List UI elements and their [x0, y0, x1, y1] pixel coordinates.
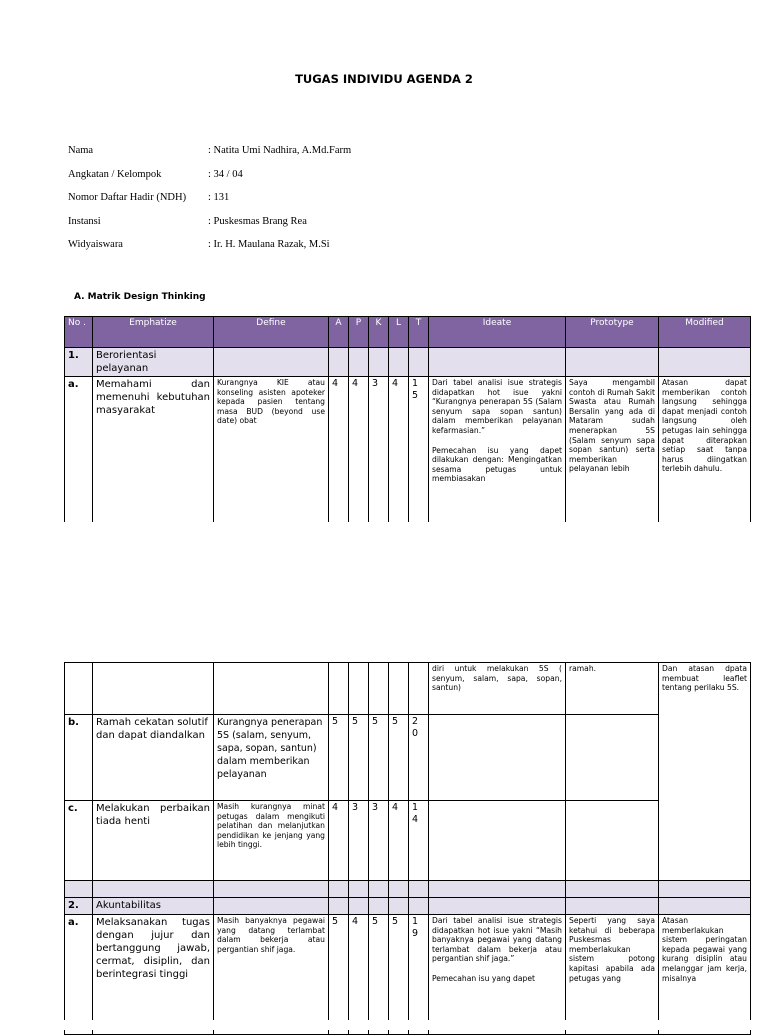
- define-cell: Masih banyaknya pegawai yang datang terlambat dalam bekerja atau pergantian shif jaga.: [214, 915, 329, 1035]
- emphatize-cell: Ramah cekatan solutif dan dapat diandalkan: [93, 715, 214, 801]
- score-k: 3: [369, 377, 389, 577]
- col-header-define: Define: [214, 317, 329, 348]
- section-number: 2.: [65, 898, 93, 915]
- info-row-ndh: [68, 192, 351, 216]
- score-l: 5: [389, 715, 409, 801]
- score-p: 5: [349, 715, 369, 801]
- prototype-cell: Saya mengambil contoh di Rumah Sakit Swasta atau Rumah Bersalin yang ada di Mataram sudah menerapkan 5S (Salam senyum sapa sopan santun) serta memberikan pelayanan lebih: [566, 377, 659, 577]
- spacer-row: [65, 881, 751, 898]
- section-title: Berorientasi pelayanan: [93, 348, 214, 377]
- score-a: 5: [329, 715, 349, 801]
- score-p: 4: [349, 915, 369, 1035]
- info-label: Angkatan / Kelompok: [68, 168, 162, 180]
- ideate-text: Pemecahan isu yang dapet: [432, 973, 536, 983]
- score-t: 1 4: [409, 801, 429, 881]
- col-header-t: T: [409, 317, 429, 348]
- prototype-cell: ramah.: [566, 663, 659, 715]
- score-a: 4: [329, 377, 349, 577]
- info-value: : Natita Umi Nadhira, A.Md.Farm: [208, 145, 352, 156]
- section-row: [65, 898, 751, 915]
- define-cell: Kurangnya penerapan 5S (salam, senyum, sapa, sopan, santun) dalam memberikan pelayanan: [214, 715, 329, 801]
- col-header-a: A: [329, 317, 349, 348]
- section-number: 1.: [65, 348, 93, 377]
- emphatize-cell: Melaksanakan tugas dengan jujur dan bertanggung jawab, cermat, disiplin, dan berintegrasi tinggi: [93, 915, 214, 1035]
- design-thinking-table-page2: [64, 662, 751, 1035]
- page-break: [0, 522, 768, 664]
- page-title: TUGAS INDIVIDU AGENDA 2: [295, 72, 473, 86]
- col-header-modified: Modified: [659, 317, 751, 348]
- score-a: 4: [329, 801, 349, 881]
- section-row: [65, 348, 751, 377]
- info-row-widyaiswara: [68, 239, 351, 263]
- info-label: Nomor Daftar Hadir (NDH): [68, 192, 187, 203]
- info-label: Instansi: [68, 215, 101, 227]
- ideate-text: Pemecahan isu yang dapet dilakukan dengan: Mengingatkan sesama petugas untuk membiasakan: [432, 445, 562, 484]
- page-bottom-edge: [0, 1020, 768, 1030]
- info-row-angkatan: [68, 169, 351, 193]
- info-value: : 34 / 04: [208, 168, 243, 180]
- prototype-cell: Seperti yang saya ketahui di beberapa Puskesmas memberlakukan sistem potong kapitasi apabila ada petugas yang: [566, 915, 659, 1035]
- row-number: a.: [65, 377, 93, 577]
- ideate-text: Dari tabel analisi isue strategis didapatkan hot isue yakni “Masih banyaknya pegawai yang datang terlambat dalam bekerja atau pergantian shif jaga.”: [432, 916, 562, 964]
- info-value: : Ir. H. Maulana Razak, M.Si: [208, 239, 330, 250]
- define-cell: Masih kurangnya minat petugas dalam mengikuti pelatihan dan melanjutkan pendidikan ke jenjang yang lebih tinggi.: [214, 801, 329, 881]
- score-a: 5: [329, 915, 349, 1035]
- table-row: [65, 801, 751, 881]
- col-header-emphatize: Emphatize: [93, 317, 214, 348]
- identity-block: [68, 145, 351, 263]
- col-header-p: P: [349, 317, 369, 348]
- define-cell: Kurangnya KIE atau konseling asisten apoteker kepada pasien tentang masa BUD (beyond use date) obat: [214, 377, 329, 577]
- score-l: 4: [389, 377, 409, 577]
- score-t: 2 0: [409, 715, 429, 801]
- ideate-text: Dari tabel analisi isue strategis didapatkan hot isue yakni “Kurangnya penerapan 5S (Salam senyum sapa sopan santun) dalam memberikan pelayanan kefarmasian.”: [432, 378, 562, 435]
- section-heading: A. Matrik Design Thinking: [74, 292, 206, 302]
- info-label: Widyaiswara: [68, 239, 123, 250]
- modified-cell: Atasan dapat memberikan contoh langsung sehingga dapat menjadi contoh langsung oleh petugas lain sehingga dapat diterapkan setiap saat tanpa harus diingatkan terlebih dahulu.: [659, 377, 751, 577]
- table-row: [65, 663, 751, 715]
- score-p: 3: [349, 801, 369, 881]
- modified-cell: Dan atasan dpata membuat leaflet tentang perilaku 5S.: [659, 663, 751, 881]
- ideate-cell: [429, 915, 566, 1035]
- info-value: : 131: [208, 192, 230, 203]
- ideate-cell: diri untuk melakukan 5S ( senyum, salam, sapa, sopan, santun): [429, 663, 566, 715]
- modified-cell: Atasan memberlakukan sistem peringatan kepada pegawai yang kurang disiplin atau melanggar jam kerja, misalnya: [659, 915, 751, 1035]
- score-k: 5: [369, 715, 389, 801]
- row-number: a.: [65, 915, 93, 1035]
- score-p: 4: [349, 377, 369, 577]
- header-row: [65, 317, 751, 348]
- info-row-instansi: [68, 216, 351, 240]
- row-number: b.: [65, 715, 93, 801]
- info-row-nama: [68, 145, 351, 169]
- score-l: 5: [389, 915, 409, 1035]
- table-row: [65, 915, 751, 1035]
- table-row: [65, 715, 751, 801]
- score-l: 4: [389, 801, 409, 881]
- score-t: 1 5: [409, 377, 429, 577]
- info-value: : Puskesmas Brang Rea: [208, 215, 307, 227]
- info-label: Nama: [68, 145, 94, 156]
- col-header-ideate: Ideate: [429, 317, 566, 348]
- emphatize-cell: Memahami dan memenuhi kebutuhan masyarakat: [93, 377, 214, 577]
- section-title: Akuntabilitas: [93, 898, 214, 915]
- row-number: c.: [65, 801, 93, 881]
- score-k: 3: [369, 801, 389, 881]
- col-header-prototype: Prototype: [566, 317, 659, 348]
- score-k: 5: [369, 915, 389, 1035]
- col-header-l: L: [389, 317, 409, 348]
- score-t: 1 9: [409, 915, 429, 1035]
- col-header-no: No .: [65, 317, 93, 348]
- col-header-k: K: [369, 317, 389, 348]
- emphatize-cell: Melakukan perbaikan tiada henti: [93, 801, 214, 881]
